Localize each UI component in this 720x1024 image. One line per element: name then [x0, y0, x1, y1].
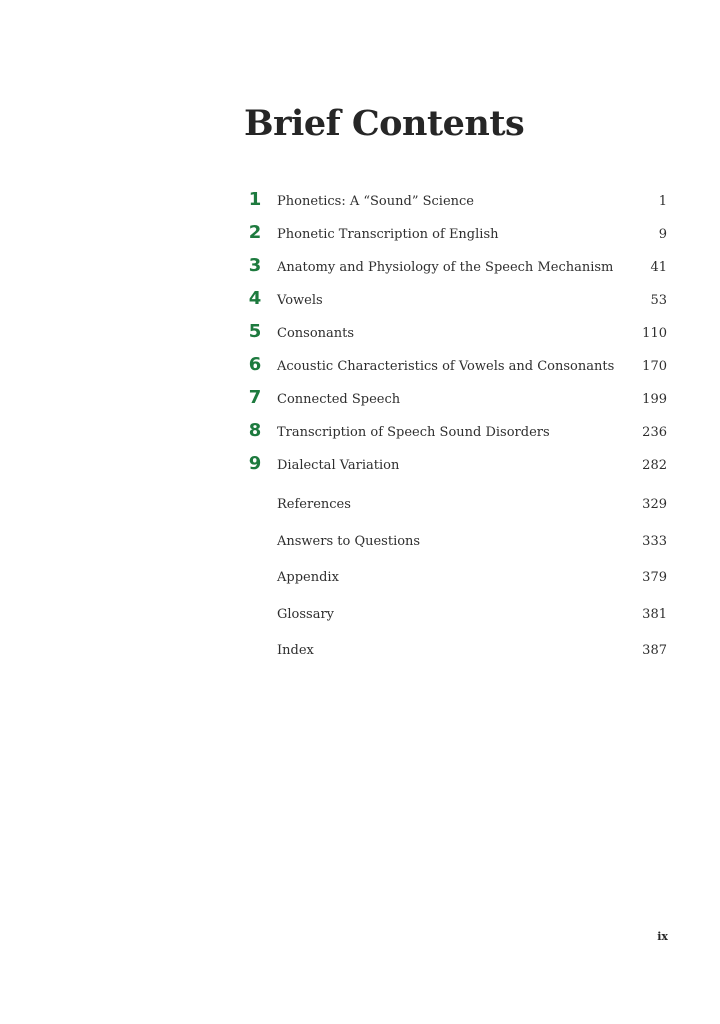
chapter-number: 5 — [248, 321, 262, 342]
page-number: 170 — [642, 359, 667, 374]
page-number: 41 — [650, 260, 667, 275]
toc-chapter-row[interactable] — [244, 217, 670, 250]
chapter-title: Phonetics: A “Sound” Science — [277, 194, 474, 209]
page-number: 199 — [642, 392, 667, 407]
chapter-number: 4 — [248, 288, 262, 309]
toc-chapter-row[interactable] — [244, 448, 670, 481]
page-number: 282 — [642, 458, 667, 473]
toc-chapter-row[interactable] — [244, 184, 670, 217]
chapter-number: 8 — [248, 420, 262, 441]
back-matter-title: Appendix — [277, 570, 339, 585]
toc-chapter-row[interactable] — [244, 250, 670, 283]
toc-chapter-row[interactable] — [244, 283, 670, 316]
chapter-title: Dialectal Variation — [277, 458, 400, 473]
chapter-title: Consonants — [277, 326, 355, 341]
page-number: 53 — [650, 293, 667, 308]
toc-chapter-row[interactable] — [244, 349, 670, 382]
page-number: 387 — [642, 643, 667, 658]
page-number: 236 — [642, 425, 667, 440]
chapter-number: 9 — [248, 453, 262, 474]
chapter-number: 1 — [248, 189, 262, 210]
chapter-title: Anatomy and Physiology of the Speech Mechanism — [277, 260, 614, 275]
back-matter-title: References — [277, 497, 351, 512]
page-number: 379 — [642, 570, 667, 585]
toc-chapter-row[interactable] — [244, 316, 670, 349]
back-matter-title: Glossary — [277, 606, 335, 622]
page-number: 381 — [642, 606, 667, 622]
chapter-title: Phonetic Transcription of English — [277, 227, 499, 242]
toc-back-matter-row[interactable] — [244, 563, 670, 600]
page-title: Brief Contents — [244, 103, 525, 144]
chapter-number: 3 — [248, 255, 262, 276]
folio-page-number: ix — [657, 930, 668, 943]
chapter-title: Vowels — [277, 293, 323, 308]
chapter-number: 2 — [248, 222, 262, 243]
toc-chapter-row[interactable] — [244, 415, 670, 448]
back-matter-list — [244, 490, 670, 673]
chapter-title: Transcription of Speech Sound Disorders — [277, 425, 550, 440]
page-number: 329 — [642, 497, 667, 512]
chapter-number: 6 — [248, 354, 262, 375]
chapter-title: Connected Speech — [277, 392, 401, 407]
chapter-number: 7 — [248, 387, 262, 408]
page-number: 110 — [642, 326, 667, 341]
back-matter-title: Answers to Questions — [277, 533, 421, 549]
toc-back-matter-row[interactable] — [244, 490, 670, 527]
chapter-title: Acoustic Characteristics of Vowels and Consonants — [277, 359, 615, 374]
toc-back-matter-row[interactable] — [244, 527, 670, 564]
table-of-contents — [244, 184, 670, 673]
back-matter-title: Index — [277, 643, 314, 658]
toc-back-matter-row[interactable] — [244, 636, 670, 673]
page-number: 333 — [642, 533, 667, 549]
page-number: 1 — [658, 194, 667, 209]
toc-back-matter-row[interactable] — [244, 600, 670, 637]
toc-chapter-row[interactable] — [244, 382, 670, 415]
chapter-list — [244, 184, 670, 481]
page-number: 9 — [658, 227, 667, 242]
